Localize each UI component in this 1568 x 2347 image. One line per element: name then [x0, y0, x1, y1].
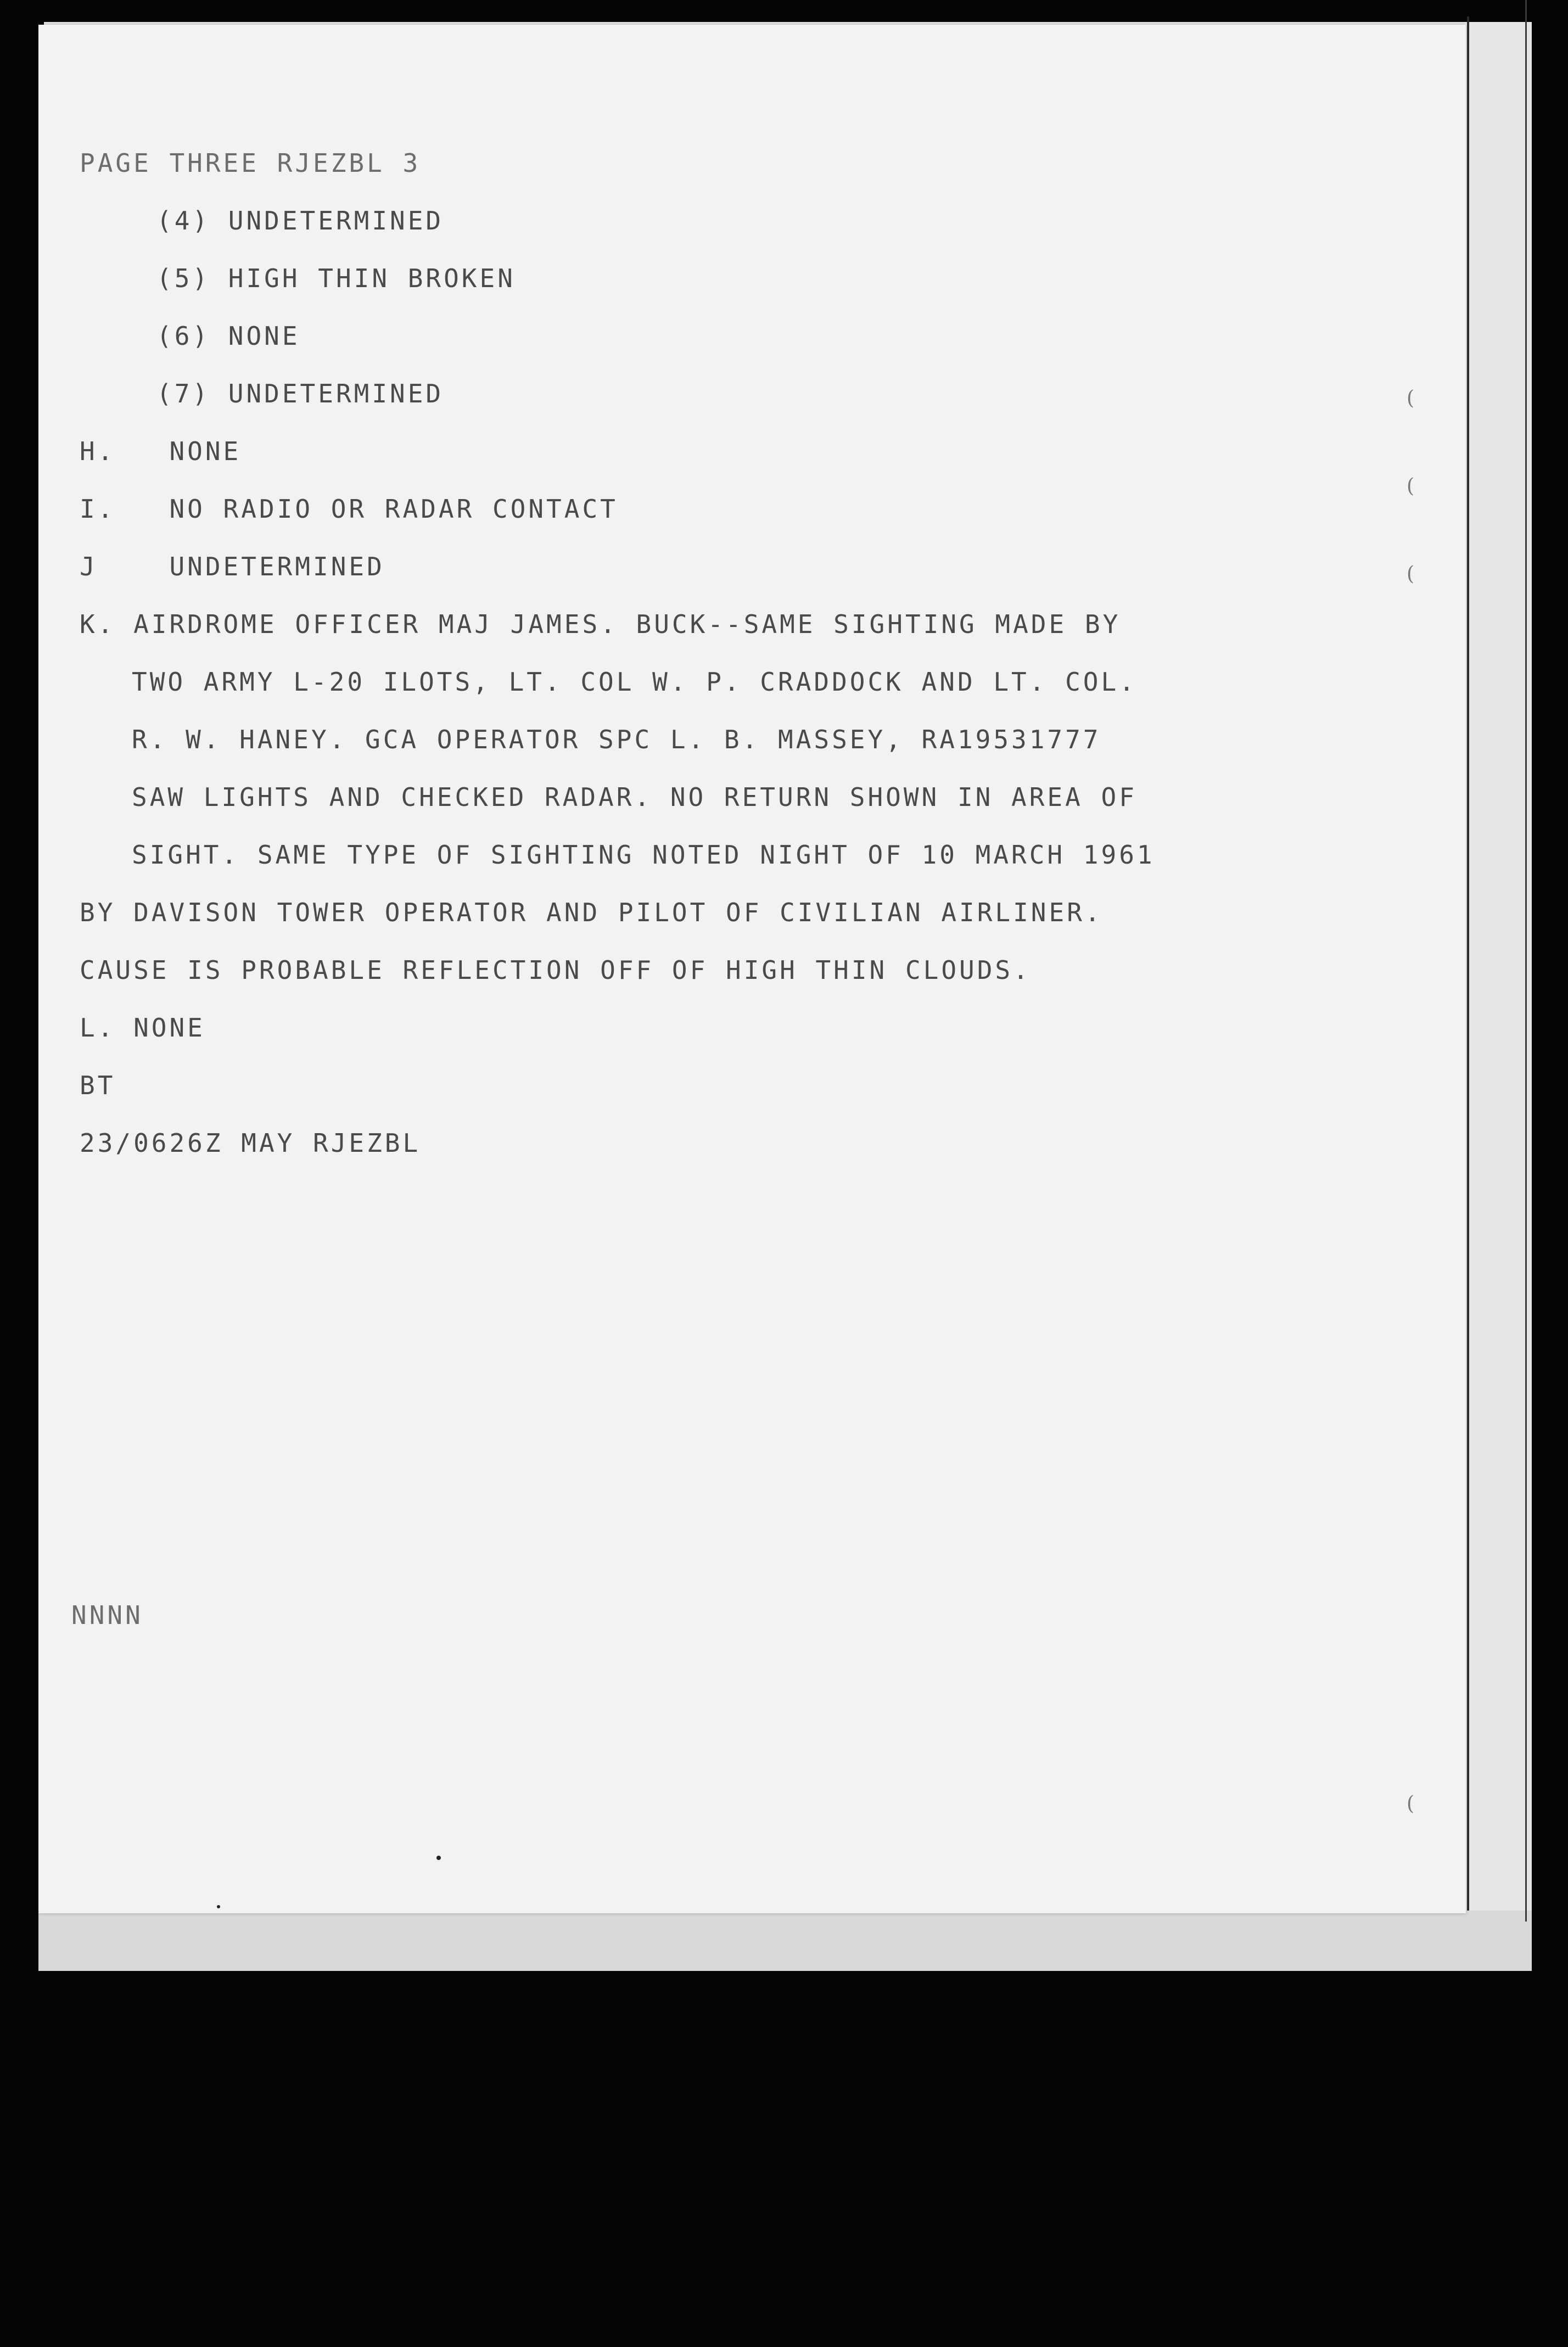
item-k-line-5: SIGHT. SAME TYPE OF SIGHTING NOTED NIGHT OF 10 MARCH 1961: [132, 840, 1155, 870]
speck: [436, 1856, 441, 1860]
item-7: (7) UNDETERMINED: [156, 379, 444, 408]
item-k-line-4: SAW LIGHTS AND CHECKED RADAR. NO RETURN SHOWN IN AREA OF: [132, 782, 1137, 812]
margin-mark: (: [1407, 387, 1415, 410]
scan-right-edge: [1525, 0, 1527, 1922]
margin-mark: (: [1407, 475, 1415, 497]
item-k-line-2: TWO ARMY L-20 ILOTS, LT. COL W. P. CRADDOCK AND LT. COL.: [132, 667, 1137, 697]
item-h: H. NONE: [80, 436, 242, 466]
item-l: L. NONE: [80, 1013, 205, 1043]
page-header: PAGE THREE RJEZBL 3: [80, 148, 421, 178]
margin-mark: (: [1407, 1793, 1415, 1815]
item-k-line-1: K. AIRDROME OFFICER MAJ JAMES. BUCK--SAME SIGHTING MADE BY: [80, 609, 1121, 639]
item-5: (5) HIGH THIN BROKEN: [156, 264, 516, 293]
item-k-line-6: BY DAVISON TOWER OPERATOR AND PILOT OF CIVILIAN AIRLINER.: [80, 898, 1103, 927]
item-k-line-7: CAUSE IS PROBABLE REFLECTION OFF OF HIGH THIN CLOUDS.: [80, 955, 1031, 985]
item-4: (4) UNDETERMINED: [156, 206, 444, 236]
item-k-line-3: R. W. HANEY. GCA OPERATOR SPC L. B. MASSEY, RA19531777: [132, 725, 1101, 754]
margin-mark: (: [1407, 563, 1415, 585]
date-time-group: 23/0626Z MAY RJEZBL: [80, 1128, 421, 1158]
item-6: (6) NONE: [156, 321, 300, 351]
break-bt: BT: [80, 1071, 116, 1100]
paper-bottom-strip: [38, 1911, 1532, 1971]
page-right-edge: [1467, 16, 1469, 1911]
end-of-message: NNNN: [71, 1600, 143, 1630]
item-j: J UNDETERMINED: [80, 552, 385, 581]
speck: [217, 1905, 220, 1908]
item-i: I. NO RADIO OR RADAR CONTACT: [80, 494, 618, 524]
